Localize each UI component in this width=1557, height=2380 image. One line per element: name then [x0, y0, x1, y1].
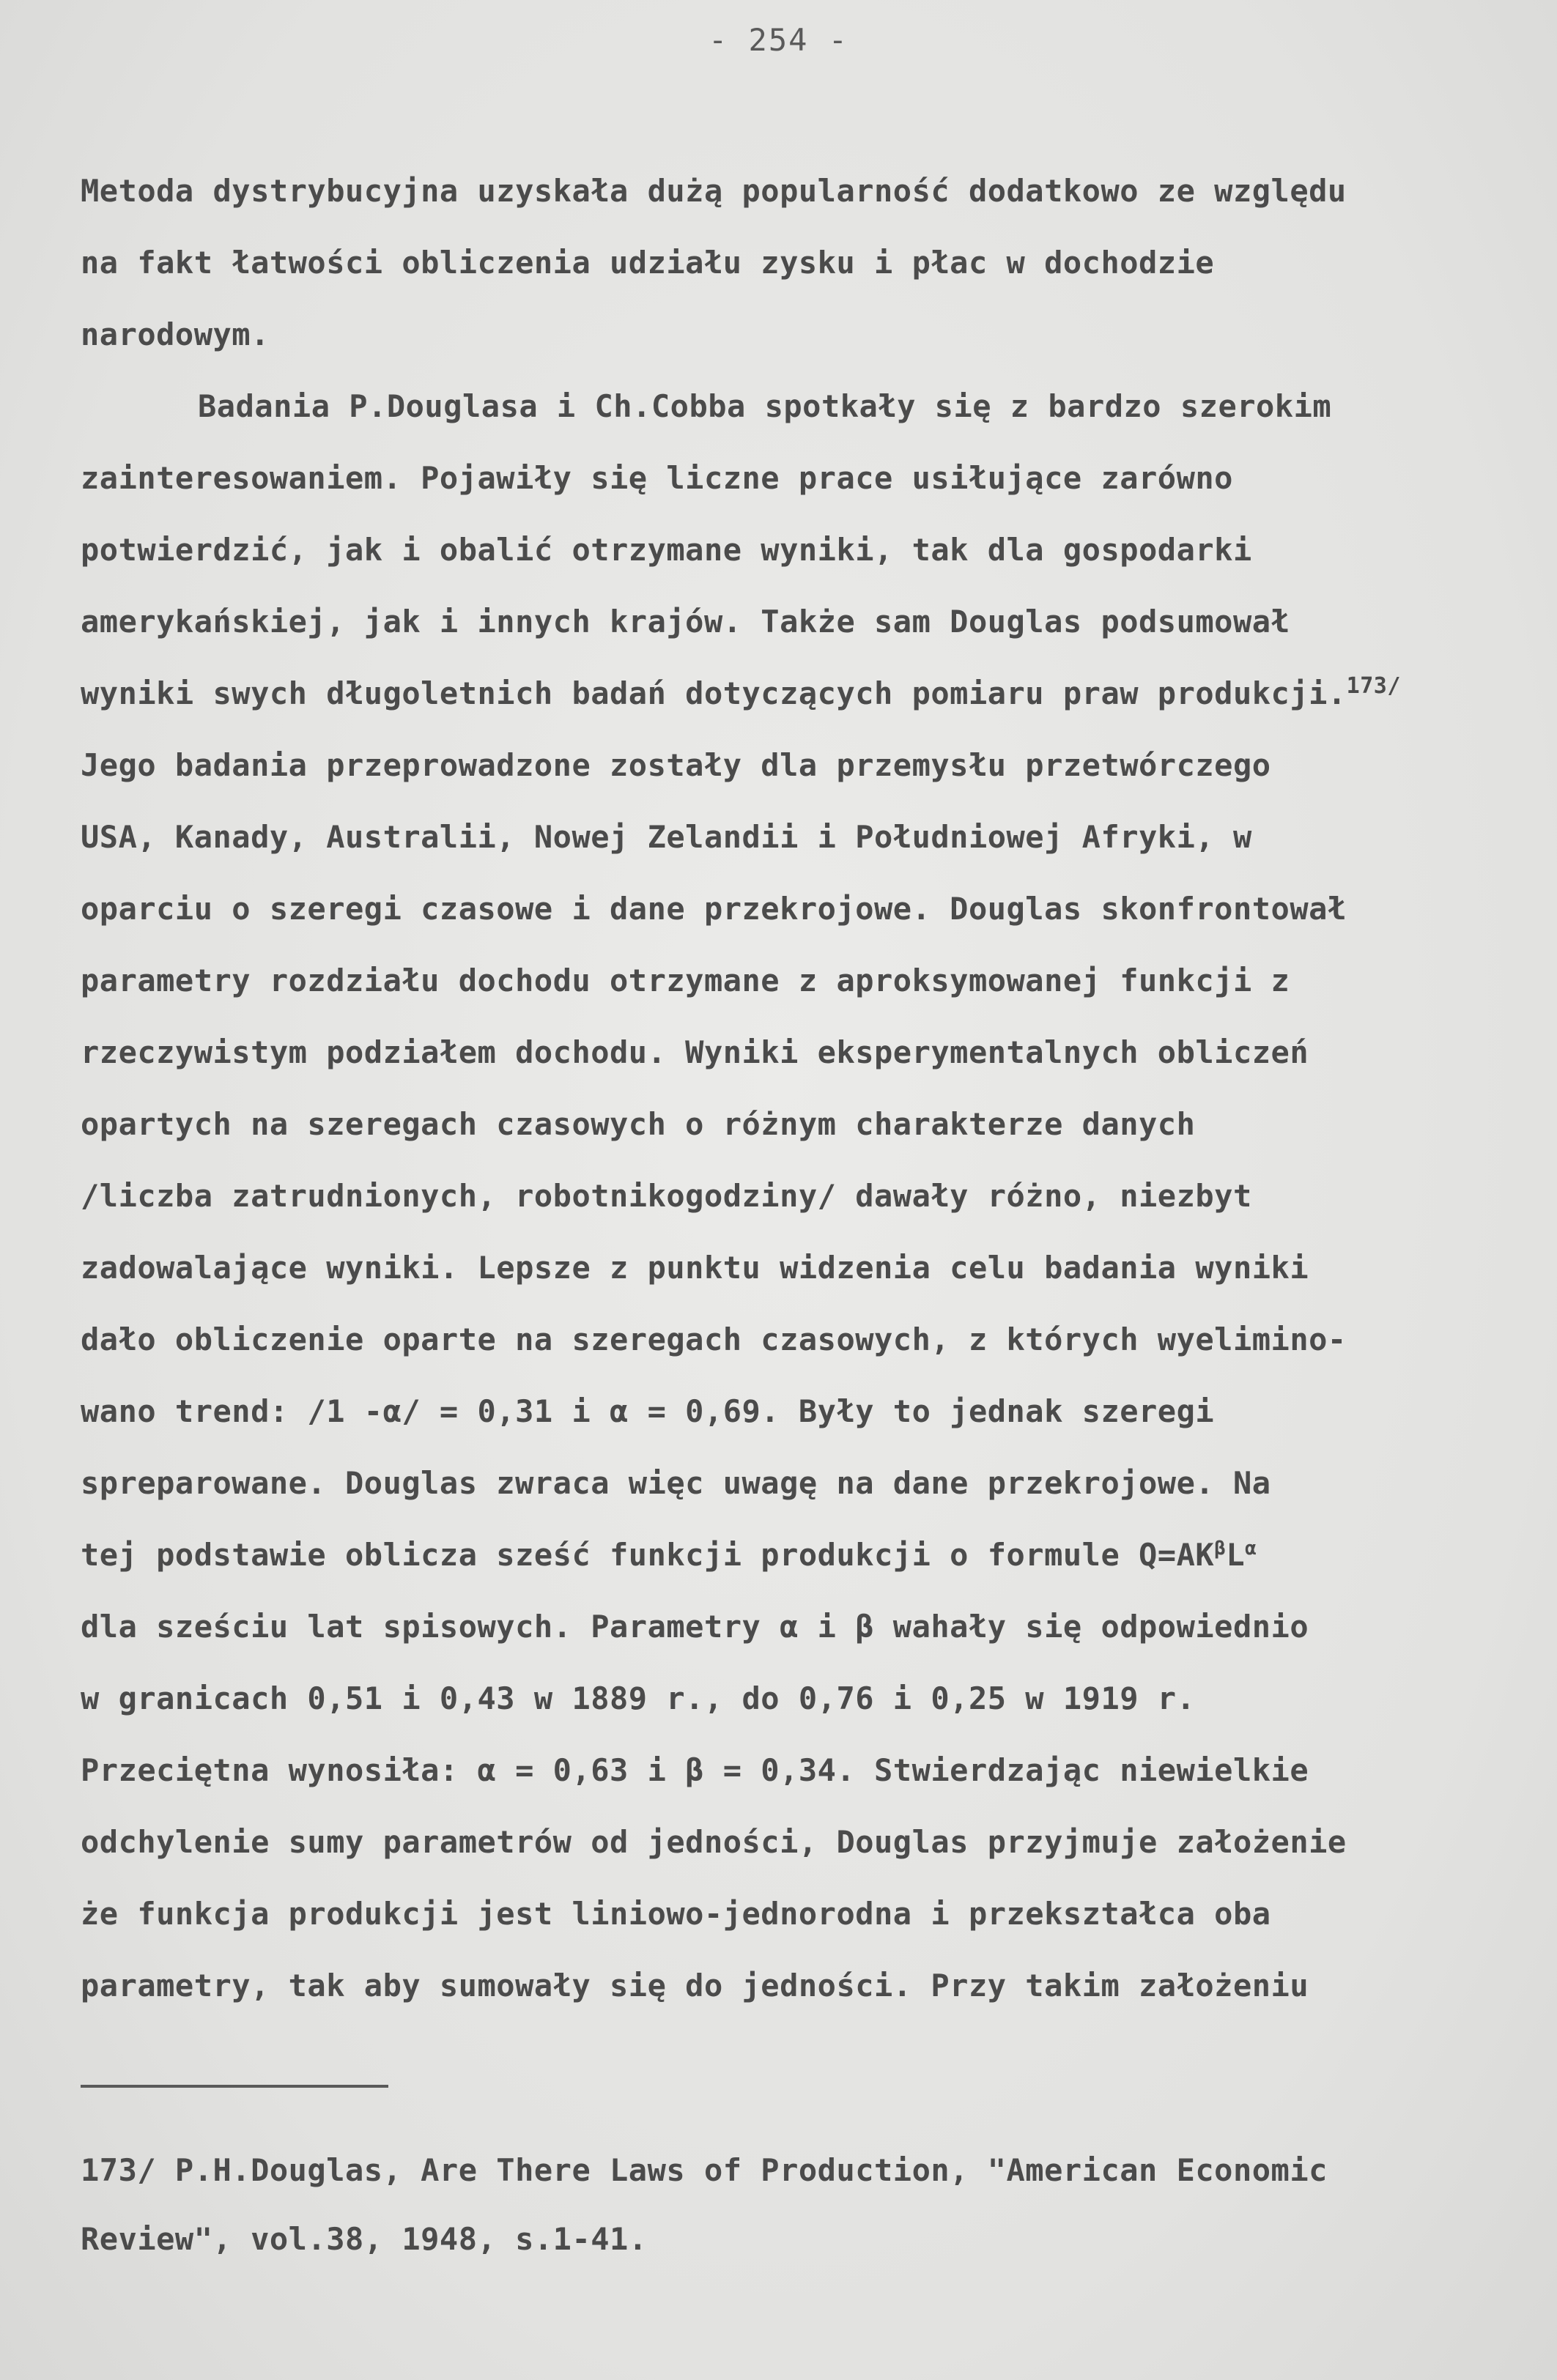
text-line-with-footnote-ref — [81, 658, 1546, 730]
text-line: że funkcja produkcji jest liniowo-jednorodna i przekształca oba — [81, 1896, 1271, 1932]
text-line: w granicach 0,51 i 0,43 w 1889 r., do 0,76 i 0,25 w 1919 r. — [81, 1680, 1196, 1716]
text-line-content: tej podstawie oblicza sześć funkcji produkcji o formule Q=AK — [81, 1537, 1215, 1573]
text-line: amerykańskiej, jak i innych krajów. Także sam Douglas podsumował — [81, 604, 1290, 640]
text-line: wano trend: /1 -α/ = 0,31 i α = 0,69. Były to jednak szeregi — [81, 1393, 1215, 1429]
text-line: oparciu o szeregi czasowe i dane przekrojowe. Douglas skonfrontował — [81, 891, 1347, 927]
footnote-divider — [81, 2085, 388, 2088]
text-line: Jego badania przeprowadzone zostały dla przemysłu przetwórczego — [81, 747, 1271, 783]
text-line: parametry rozdziału dochodu otrzymane z aproksymowanej funkcji z — [81, 963, 1290, 998]
footnote-line: Review", vol.38, 1948, s.1-41. — [81, 2221, 648, 2257]
text-line: rzeczywistym podziałem dochodu. Wyniki eksperymentalnych obliczeń — [81, 1034, 1309, 1070]
text-line: /liczba zatrudnionych, robotnikogodziny/ dawały różno, niezbyt — [81, 1178, 1252, 1214]
formula-line — [81, 1519, 1546, 1591]
text-line: Badania P.Douglasa i Ch.Cobba spotkały się z bardzo szerokim — [198, 388, 1332, 424]
text-line: zainteresowaniem. Pojawiły się liczne prace usiłujące zarówno — [81, 460, 1233, 496]
text-line: USA, Kanady, Australii, Nowej Zelandii i Południowej Afryki, w — [81, 819, 1252, 855]
page-number: - 254 - — [708, 22, 848, 58]
text-line: opartych na szeregach czasowych o różnym charakterze danych — [81, 1106, 1196, 1142]
text-line: odchylenie sumy parametrów od jedności, Douglas przyjmuje założenie — [81, 1824, 1347, 1860]
formula-base-l: L — [1226, 1537, 1246, 1573]
text-line: na fakt łatwości obliczenia udziału zysku i płac w dochodzie — [81, 245, 1215, 281]
text-line: dla sześciu lat spisowych. Parametry α i β wahały się odpowiednio — [81, 1609, 1309, 1645]
formula-exponent-beta: β — [1214, 1538, 1227, 1560]
text-line-content: wyniki swych długoletnich badań dotyczących pomiaru praw produkcji. — [81, 675, 1347, 711]
text-line: potwierdzić, jak i obalić otrzymane wyniki, tak dla gospodarki — [81, 532, 1252, 568]
formula-exponent-alpha: α — [1245, 1538, 1257, 1560]
text-line: zadowalające wyniki. Lepsze z punktu widzenia celu badania wyniki — [81, 1250, 1309, 1286]
footnote-line: 173/ P.H.Douglas, Are There Laws of Production, "American Economic — [81, 2152, 1328, 2188]
text-line: spreparowane. Douglas zwraca więc uwagę na dane przekrojowe. Na — [81, 1465, 1271, 1501]
text-line: parametry, tak aby sumowały się do jedności. Przy takim założeniu — [81, 1968, 1309, 2003]
text-line: narodowym. — [81, 316, 270, 352]
text-line: dało obliczenie oparte na szeregach czasowych, z których wyelimino- — [81, 1321, 1347, 1357]
text-line: Metoda dystrybucyjna uzyskała dużą popularność dodatkowo ze względu — [81, 173, 1347, 209]
main-text — [81, 155, 1546, 2022]
footnote — [81, 2136, 1546, 2274]
footnote-reference: 173/ — [1346, 673, 1401, 699]
text-line: Przeciętna wynosiła: α = 0,63 i β = 0,34. Stwierdzając niewielkie — [81, 1752, 1309, 1788]
